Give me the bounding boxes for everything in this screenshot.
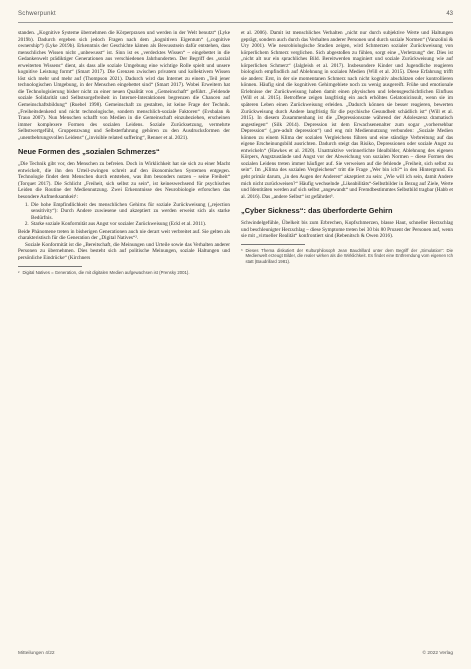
footer-copyright: © 2022 Verlag xyxy=(422,651,453,656)
page-number: 43 xyxy=(446,11,453,17)
body-paragraph: standen. „Kognitive Systeme übernehmen die Körperpraxen und werden in der Welt benutzt“ (Lyke 2019b). Dadurch ergeben sich jedoch Fragen nach dem „kognitiven Eigentum“ („cognitive ownership“) (Lyke 2019b). Erkenntnis der Geschichte kämen als Bewusstsein dafür entstehen, dass menschliches Wissen nicht „unbewusst“ ist. Sinn ist es „verdecktes Wissen“ – eingebettet in die Gedankenwelt prädiktiger Generationen aus verschiedenen Jahrhunderten. Der Begriff des „sozial erweiterten Wissens“ dient, als dass alle soziale Umgebung eine wichtige Rolle spielt und unsere kognitive Leistung formt“ (Smart 2017). Die Grenzen zwischen privatem und kollektivem Wissen löst sich mehr und mehr auf (Thompson 2021). Dadurch wird das Internet zu einem „Teil jener technologischen Umgebung, in der Menschen eingebettet sind“ (Smart 2017). Wobei Erweitern hat die Technologisierung bisher nicht zu einer neuen Qualität von „Gemeinschaft“ geführt. „Feldende soziale Solidarität und Selbstsorgefreiheit in Internet-Interaktionen begrenzen die Chancen auf Gemeinschaftsbildung“ (Ruebel 1998). Gemeinschaft zu gestalten, ist keine Frage der Technik. „Freiheitsdenkend und nicht technologische, sondern menschlich-soziale Faktoren“ (Evsbalan & Trauo 2007). Nun Menschen schafft von Medien in die Gemeinschaft einzubeziehen, erscheinen immer komplexere Formen des sozialen Leidens. Soziale Zurücksetzung, vermehrte Selbstwertgefühl, Gruppenzwang und Selbsterfahrung gehören zu den Ausdrucksformen der „unentbehrungsvollen Leidens“ („invisible related suffering“, Renner et al. 2021). xyxy=(18,30,230,141)
page-header xyxy=(18,8,453,23)
footnote-text: Dieses Thema diskutiert der Kulturphilosoph Jean Baudrillard unter dem Begriff der „Simulation“: Die Medienwelt erzeugt Bilder, die realer wirken als die Wirklichkeit. Es findet eine Entfremdung vom eigenen Ich statt (Baudrillard 1981). xyxy=(245,247,453,264)
section-heading: „Cyber Sickness“: das überforderte Gehirn xyxy=(241,206,393,216)
list-item: 2. Starke soziale Konformität aus Angst vor sozialer Zurückweisung (Eckl et al. 2011). xyxy=(30,221,230,228)
body-paragraph: et al. 2006). Damit ist menschliches Verhalten „nicht nur durch subjektive Werte und Haltungen geprägt, sondern auch durch das Verhalten anderer Personen und durch soziale Normen“ (Vanzolini & Ury 2001). Wie neurobiologische Studien zeigen, wird Schmerzen sozialer Zurückweisung von körperlichem Schmerz verglichen. Sich abgestoßen zu fühlen, sorgt eine „Verletzung“ der. Dies ist „nicht alt nur ein sprachliches Bild. Bereitwerden maginiert und soziale Zurückweisung wie auf körperlichen Schmerz“ (Jalgleish et al. 2017). Insbesondere Kinder und Jugendliche reagieren biologisch empfindlich auf Ablehnung in sozialen Medien (Will et al. 2015). Diese Erfahrung trifft sie anders: Erst, in der sie momentanen Schmerz nach nicht kognitiv abschätzen oder kontrollieren können. Häufig sind die kognitiven Gehirngebiete noch zu wenig ausgereift. Frühe und emotionale Erlebnisse der Zurückweisung haben damit einen physischen und lebensgeschichtlichen Einfluss (Will et al. 2015). Betroffene zeigen langfristig ein auch erhöhtes Gelatonicinsult, wenn sie im späteren Leben einen Zurückweisung erleiden. „Dadurch können sie besser reagieren, bewerten Zurückweisung durch Andere langfristig für die psychische Gesundheit schädlich ist“ (Will et al. 2015). In diesem Zusammenhang ist die „Depressionsrate während der Adoleszenz dramatisch angestiegen“ (Silk 2014). Depression ist dem Erwachsenenalter zum sogar „vorhersehbar Depression“ („pre-adult depression“) und eng mit Mediennutzung verbunden: „Soziale Medien können zu einem Klima der sozialen Vergleichens führen und eine ständige Verbreitung auf das eigene Erscheinungsbild ausrichten. Dadurch steigt das Risiko, Depressionen oder soziale Angst zu entwickeln“ (Hawkes et al. 2020). Unattraktive verinnerlichte Idealbilder, Ablehnung des eigenen Körpers, Angstzustände und Angst vor der Abweichung von sozialen Normen – diese Formen des sozialen Leidens treten immer häufiger auf. Sie verweisen auf die fehlende „Freiheit, sich selbst zu sein“. Im „Klima des sozialen Vergleichens“ tritt die Frage „Wer bin ich?“ in den Hintergrund. Es geht primär darum, „in den Augen der Anderen“ akzeptiert zu sein: „Wie will ich sein, damit Andere mich nicht zurückweisen?“ Häufig wechselnde „Likeabilitäts“-Selbstbilder in Bezug auf Ziele, Werte und Identitäten werden auf sich selbst „angewandt“ und Fremdbestimmtes Selbstbild tragbar (Habb et al. 2016). Das „andere Selbst“ ist gefährdet³. xyxy=(241,30,453,200)
footnote-number: ² xyxy=(18,269,20,275)
body-paragraph: Beide Phänomene treten in bisherigen Generationen auch nie derart weit verbreitet auf. Sie gelten als charakteristisch für die Generation der „Digital Natives“². xyxy=(18,228,230,242)
list-item: 1. Die hohe Empfindlichkeit des menschlichen Gehirns für soziale Zurückweisung („rejection sensitivity“): Durch Andere zuwiesene und akzeptiert zu werden erweist sich als starke Bedürfnis. xyxy=(30,202,230,222)
right-column xyxy=(241,30,453,264)
footnote-text: Digital Natives = Generation, die mit digitalen Medien aufgewachsen ist (Prensky 2001). xyxy=(22,269,190,275)
footnote-divider xyxy=(241,244,305,245)
footnote xyxy=(18,270,230,275)
left-column xyxy=(18,30,230,275)
numbered-list xyxy=(18,202,230,228)
section-heading: Neue Formen des „sozialen Schmerzes“ xyxy=(18,147,160,157)
body-paragraph: Soziale Konformität ist die „Bereitschaft, die Meinungen und Urteile sowie das Verhalten anderer Personen zu übernehmen. Dies besteht sich auf politische Meinungen, soziale Haltungen und persönliche Eindrücke“ (Kirchners xyxy=(18,241,230,261)
body-paragraph: Schwindelgefühle, Übelkeit bis zum Erbrechen, Kopfschmerzen, blasse Haut, schneller Herzschlag und beschleunigter Herzschlag – diese Symptome treten bei 30 bis 80 Prozent der Personen auf, wenn sie mit „virtueller Realität“ konfrontiert sind (Rebenitsch & Owen 2016). xyxy=(241,220,453,240)
running-title: Schwerpunkt xyxy=(18,11,56,17)
footnote-divider xyxy=(18,266,82,267)
footnote-number: ³ xyxy=(241,247,243,253)
body-paragraph: „Die Technik gibt vor, den Menschen zu befreien. Doch in Wirklichkeit hat sie sich zu einer Macht entwickelt, die ihn den Urteil-zwingen schreit auf den ökonomischen Systemen entgegen. Technologie findet dem Menschen durch entstehen, was ihm besonders nutzen – seine Freiheit“ (Torquet 2017). Die Schlicht „Freiheit, sich selbst zu sein“, ist keineswechsend für psychisches Leiden die Routine der Mediennutzung. Zwei Erkenntnisse des Neurobiologie erforschen das besondere Aufmerksamkeit¹: xyxy=(18,161,230,201)
footnote xyxy=(241,248,453,264)
footer-publication: Mitteilungen 4/22 xyxy=(18,651,55,656)
